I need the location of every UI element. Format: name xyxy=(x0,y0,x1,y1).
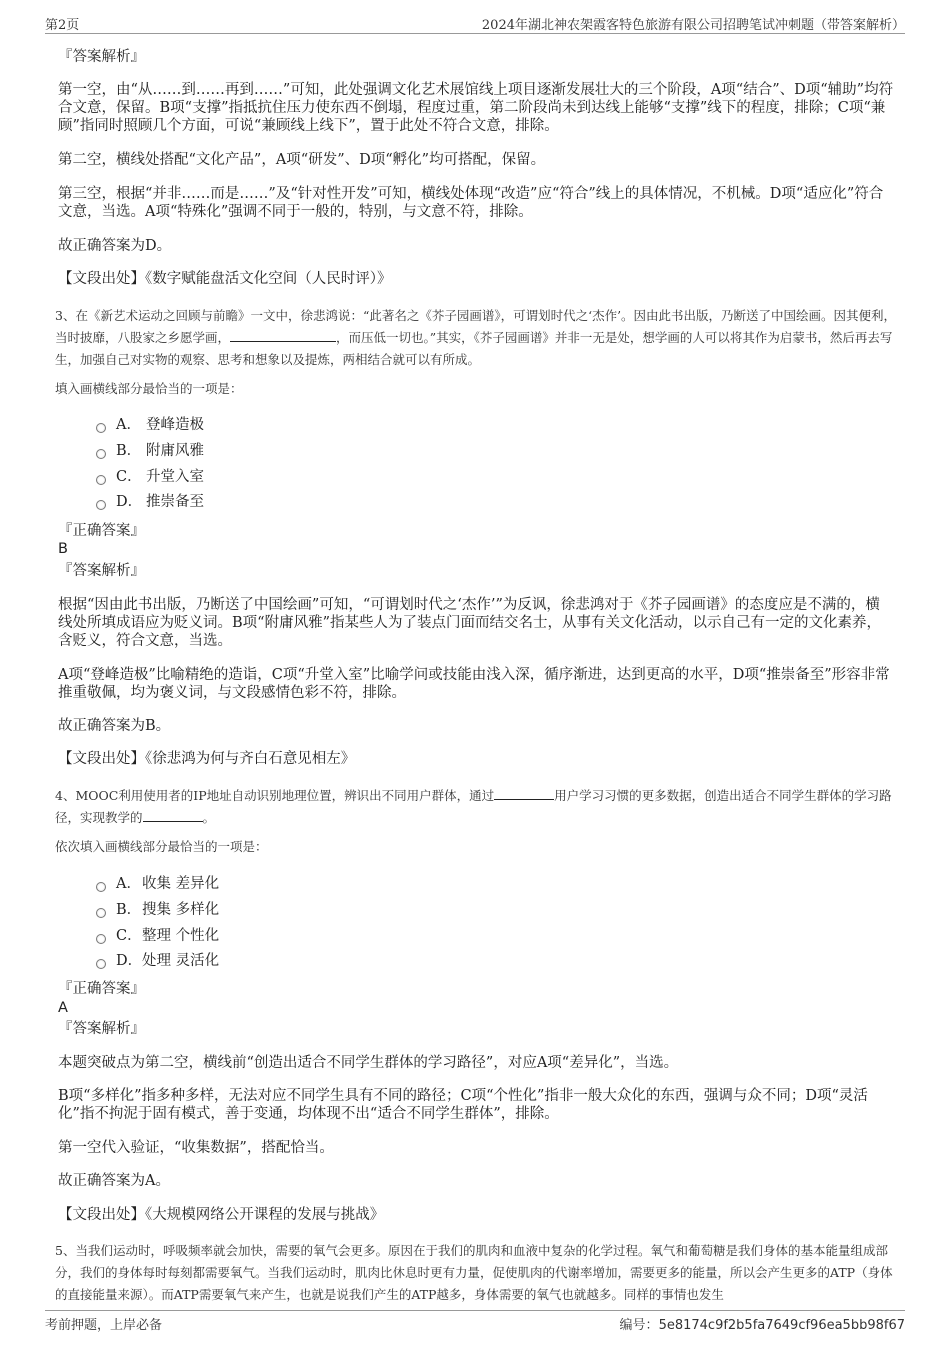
radio-icon[interactable] xyxy=(96,423,106,433)
option-text: 收集 差异化 xyxy=(142,876,220,892)
q4-option-d[interactable] xyxy=(96,952,219,970)
q3-source: 【文段出处】《徐悲鸿为何与齐白石意见相左》 xyxy=(58,751,356,767)
q3-option-b[interactable] xyxy=(96,442,204,460)
option-text: 推崇备至 xyxy=(146,494,204,510)
q4-option-c[interactable] xyxy=(96,927,219,945)
q2-source: 【文段出处】《数字赋能盘活文化空间（人民时评）》 xyxy=(58,271,392,287)
q2-analysis-para-3: 第三空，根据“并非……而是……”及“针对性开发”可知，横线处体现“改造”应“符合”线上的具体情况，不机械。D项“适应化”符合文意，当选。A项“特殊化”强调不同于一般的，特别，与文意不符，排除。 xyxy=(58,186,884,220)
footer-divider xyxy=(45,1310,905,1311)
option-key: B． xyxy=(116,443,142,459)
q3-correct-label: 『正确答案』 xyxy=(58,523,145,539)
q3-option-d[interactable] xyxy=(96,493,204,511)
footer-slogan: 考前押题，上岸必备 xyxy=(45,1318,163,1333)
radio-icon[interactable] xyxy=(96,449,106,459)
q4-correct-label: 『正确答案』 xyxy=(58,981,145,997)
radio-icon[interactable] xyxy=(96,908,106,918)
q4-stem-part-1: 4、MOOC利用使用者的IP地址自动识别地理位置，辨识出不同用户群体，通过 xyxy=(55,788,495,803)
q3-analysis-para-2: A项“登峰造极”比喻精绝的造诣，C项“升堂入室”比喻学问或技能由浅入深，循序渐进，达到更高的水平，D项“推崇备至”形容非常推重敬佩，均为褒义词，与文段感情色彩不符，排除。 xyxy=(58,667,890,701)
option-text: 升堂入室 xyxy=(146,469,204,485)
q2-analysis-para-1: 第一空，由“从……到……再到……”可知，此处强调文化艺术展馆线上项目逐渐发展壮大的三个阶段，A项“结合”、D项“辅助”均符合文意，保留。B项“支撑”指抵抗住压力使东西不倒塌，程度过重，第二阶段尚未到达线上能够“支撑”线下的程度，排除；C项“兼顾”指同时照顾几个方面，可说“兼顾线上线下”，置于此处不符合文意，排除。 xyxy=(58,82,894,134)
q4-fill-blank-2 xyxy=(143,809,203,822)
header-divider xyxy=(45,33,905,34)
q2-analysis-para-2: 第二空，横线处搭配“文化产品”，A项“研发”、D项“孵化”均可搭配，保留。 xyxy=(58,152,546,168)
q3-stem-after: ，而压低一切也。”其实，《芥子园画谱》并非一无是处，想学画的人可以将其作为启蒙书，然后再去写生，加强自己对实物的观察、思考和想象以及提炼，两相结合就可以有所成。 xyxy=(55,330,893,367)
radio-icon[interactable] xyxy=(96,934,106,944)
q2-conclusion: 故正确答案为D。 xyxy=(58,238,172,254)
q4-stem-part-3: 。 xyxy=(202,810,216,825)
q2-analysis-label: 『答案解析』 xyxy=(58,49,145,65)
q4-prompt: 依次填入画横线部分最恰当的一项是： xyxy=(55,839,268,854)
option-key: D． xyxy=(116,953,143,969)
radio-icon[interactable] xyxy=(96,882,106,892)
option-key: A． xyxy=(116,876,141,892)
footer-code-label: 编号： xyxy=(619,1318,659,1333)
q3-stem xyxy=(55,305,897,371)
q4-analysis-para-1: 本题突破点为第二空，横线前“创造出适合不同学生群体的学习路径”，对应A项“差异化”，当选。 xyxy=(58,1055,679,1071)
q4-stem xyxy=(55,785,897,829)
radio-icon[interactable] xyxy=(96,959,106,969)
q3-prompt: 填入画横线部分最恰当的一项是： xyxy=(55,381,243,396)
q3-fill-blank xyxy=(230,329,336,342)
option-key: B． xyxy=(116,902,142,918)
q4-stem-part-2: 用户学习习惯的更多数据，创造出适合不同学生群体的学习路径，实现教学的 xyxy=(55,788,892,825)
option-key: A． xyxy=(116,417,141,433)
q3-option-c[interactable] xyxy=(96,468,204,486)
option-text: 处理 灵活化 xyxy=(142,953,220,969)
q4-fill-blank-1 xyxy=(494,787,554,800)
q4-correct-answer: A xyxy=(58,1000,68,1016)
footer-code-value: 5e8174c9f2b5fa7649cf96ea5bb98f67 xyxy=(658,1318,905,1333)
option-text: 附庸风雅 xyxy=(146,443,204,459)
q4-conclusion: 故正确答案为A。 xyxy=(58,1173,170,1189)
q4-source: 【文段出处】《大规模网络公开课程的发展与挑战》 xyxy=(58,1207,385,1223)
option-text: 整理 个性化 xyxy=(142,928,220,944)
option-key: D． xyxy=(116,494,143,510)
q4-analysis-para-2: B项“多样化”指多种多样，无法对应不同学生具有不同的路径；C项“个性化”指非一般大众化的东西，强调与众不同；D项“灵活化”指不拘泥于固有模式，善于变通，均体现不出“适合不同学生群体”，排除。 xyxy=(58,1088,868,1122)
q3-analysis-para-1: 根据“因由此书出版，乃断送了中国绘画”可知，“可谓划时代之‘杰作’”为反讽，徐悲鸿对于《芥子园画谱》的态度应是不满的，横线处所填成语应为贬义词。B项“附庸风雅”指某些人为了装点门面而结交名士，从事有关文化活动，以示自己有一定的文化素养，含贬义，符合文意，当选。 xyxy=(58,597,881,649)
option-text: 搜集 多样化 xyxy=(142,902,220,918)
q4-option-a[interactable] xyxy=(96,875,219,893)
q3-analysis-label: 『答案解析』 xyxy=(58,563,145,579)
q3-conclusion: 故正确答案为B。 xyxy=(58,718,171,734)
radio-icon[interactable] xyxy=(96,475,106,485)
q5-stem: 5、当我们运动时，呼吸频率就会加快，需要的氧气会更多。原因在于我们的肌肉和血液中复杂的化学过程。氧气和葡萄糖是我们身体的基本能量组成部分，我们的身体每时每刻都需要氧气。当我们运动时，肌肉比休息时更有力量，促使肌肉的代谢率增加，需要更多的能量，所以会产生更多的ATP（身体的直接能量来源）。而ATP需要氧气来产生，也就是说我们产生的ATP越多，身体需要的氧气也就越多。同样的事情也发生 xyxy=(55,1243,893,1302)
q3-correct-answer: B xyxy=(58,541,68,557)
footer-code xyxy=(620,1314,905,1333)
document-title: 2024年湖北神农架霞客特色旅游有限公司招聘笔试冲刺题（带答案解析） xyxy=(481,18,905,33)
page-number: 第2页 xyxy=(45,18,80,33)
q4-option-b[interactable] xyxy=(96,901,219,919)
q4-analysis-label: 『答案解析』 xyxy=(58,1021,145,1037)
q4-analysis-para-3: 第一空代入验证，“收集数据”，搭配恰当。 xyxy=(58,1140,334,1156)
q3-option-a[interactable] xyxy=(96,416,204,434)
option-key: C． xyxy=(116,928,142,944)
option-text: 登峰造极 xyxy=(146,417,204,433)
q3-stem-before: 3、在《新艺术运动之回顾与前瞻》一文中，徐悲鸿说：“此著名之《芥子园画谱》，可谓划时代之‘杰作’。因由此书出版，乃断送了中国绘画。因其便利，当时披靡，八股家之乡愿学画， xyxy=(55,308,897,345)
option-key: C． xyxy=(116,469,142,485)
radio-icon[interactable] xyxy=(96,500,106,510)
